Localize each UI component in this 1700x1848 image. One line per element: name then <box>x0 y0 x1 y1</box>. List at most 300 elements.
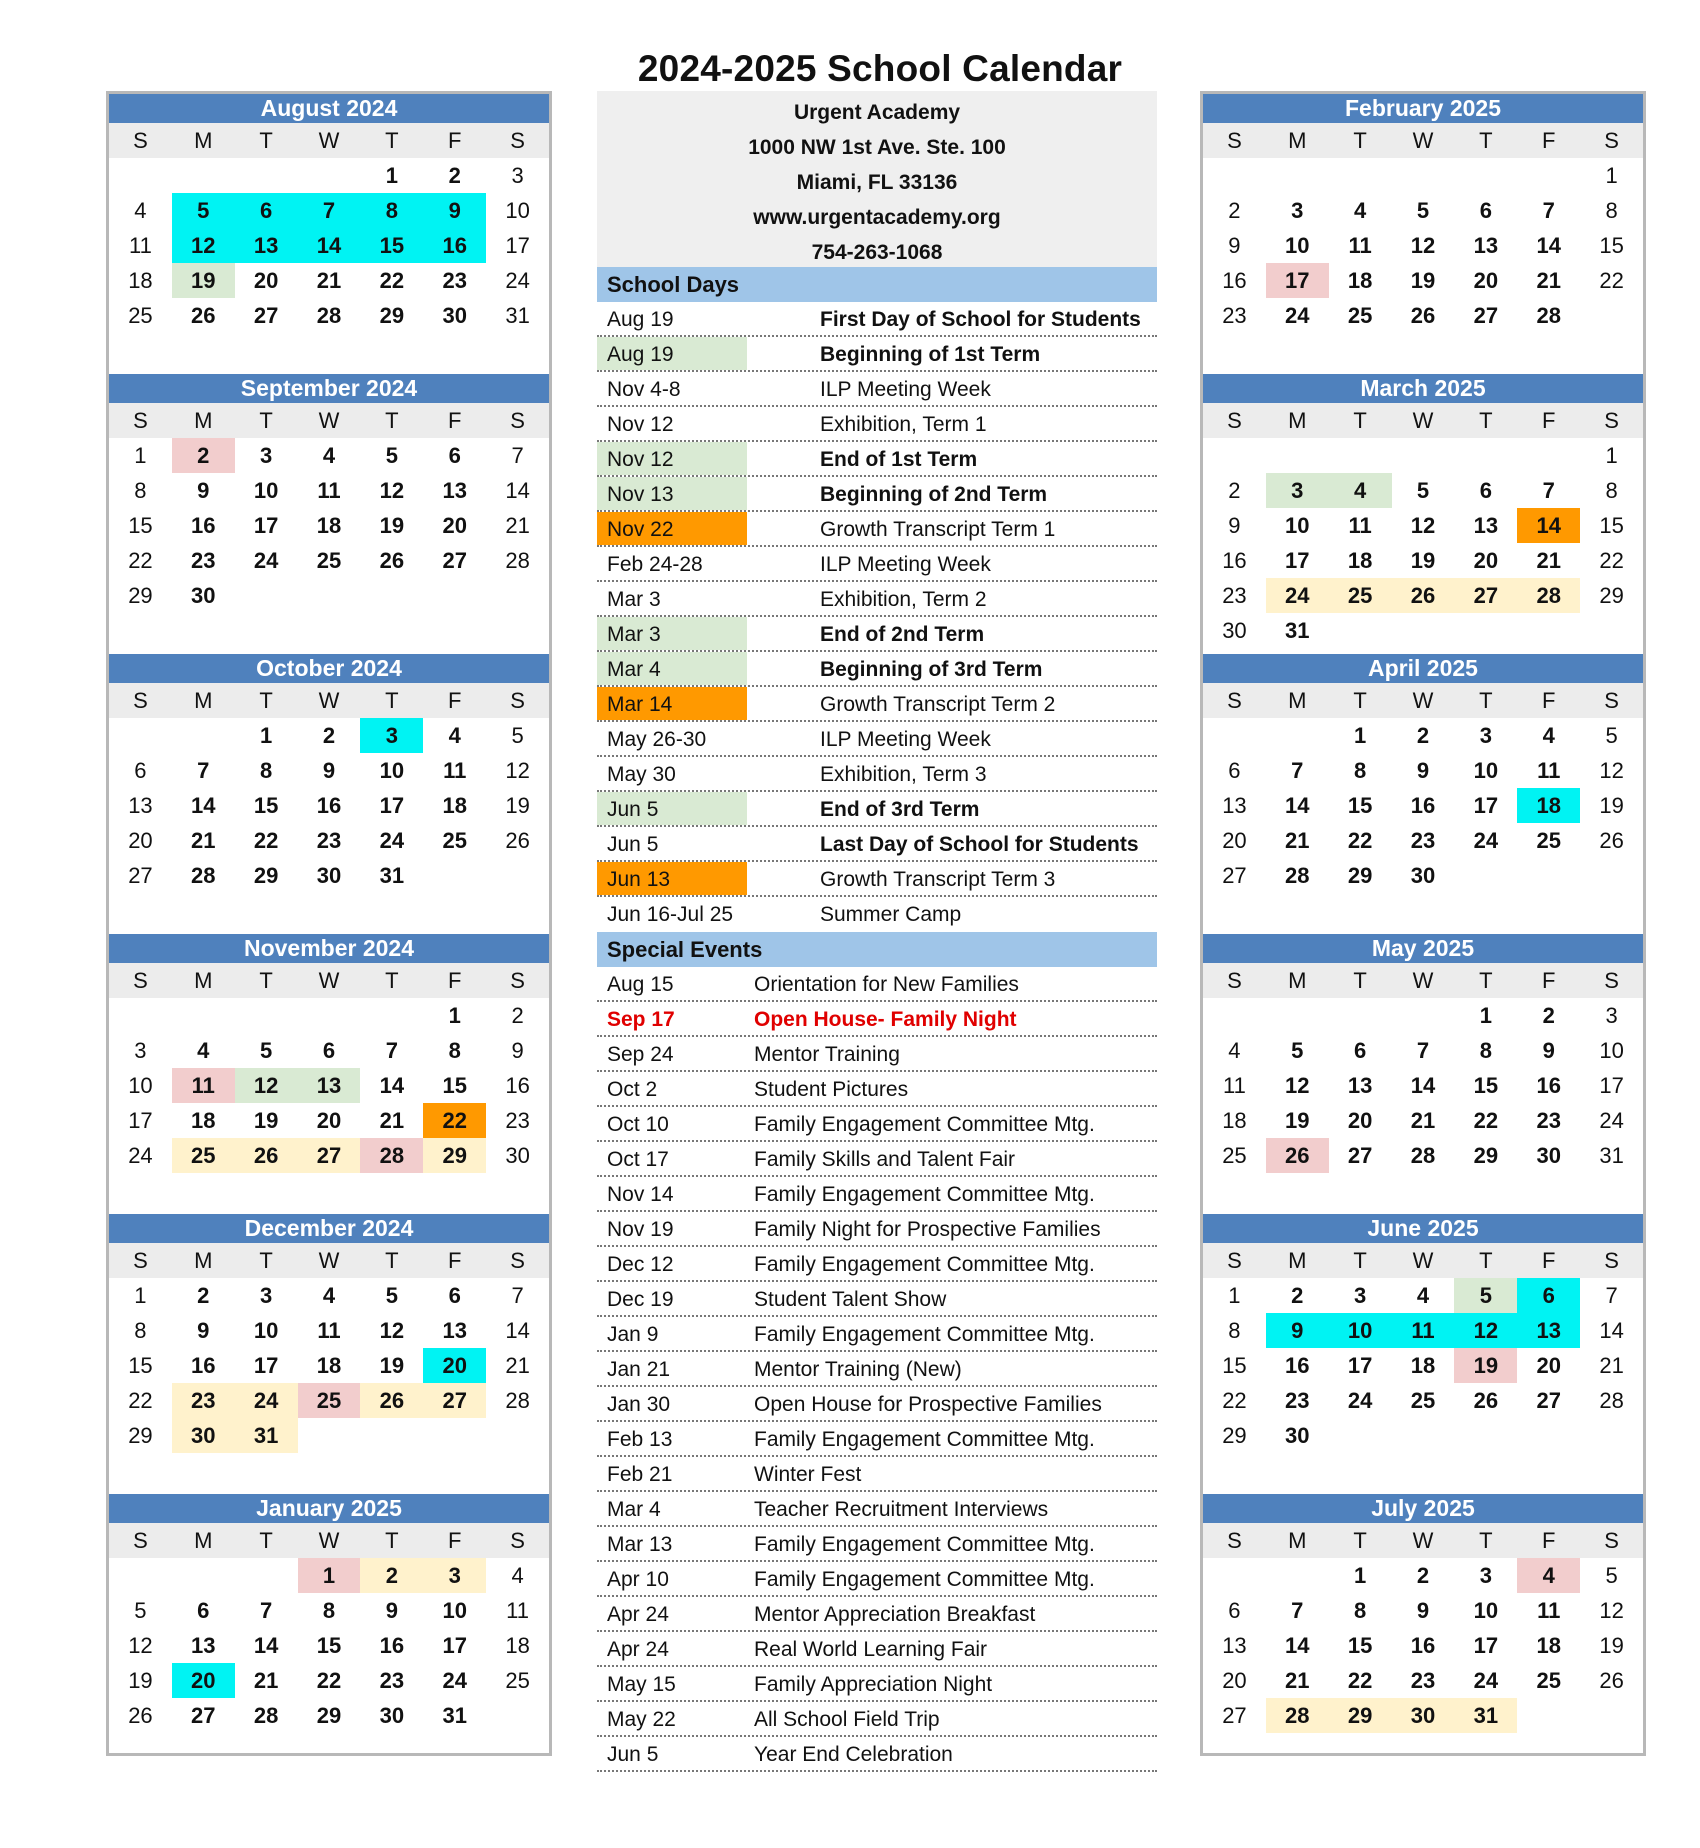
day-cell: 12 <box>1454 1313 1517 1348</box>
day-cell: 14 <box>1517 508 1580 543</box>
day-cell: 16 <box>1410 1633 1436 1658</box>
day-cell: 26 <box>1599 1668 1624 1693</box>
day-cell: 18 <box>316 1353 342 1378</box>
day-cell <box>1454 438 1517 473</box>
day-cell: 17 <box>1266 263 1329 298</box>
day-cell: 9 <box>1228 513 1241 538</box>
event-row <box>597 337 1157 372</box>
week-row <box>109 1663 549 1698</box>
weekday-label: T <box>259 688 273 713</box>
event-title: Exhibition, Term 3 <box>820 763 987 786</box>
week-row <box>109 1348 549 1383</box>
week-row <box>1203 1698 1643 1733</box>
day-cell: 30 <box>1285 1423 1310 1448</box>
month-header: June 2025 <box>1203 1214 1643 1243</box>
day-cell: 14 <box>253 1633 279 1658</box>
month-calendar <box>109 1494 549 1774</box>
day-cell: 24 <box>1599 1108 1624 1133</box>
day-cell: 10 <box>1473 1598 1499 1623</box>
event-title: Family Night for Prospective Families <box>754 1218 1101 1241</box>
weekday-label: T <box>385 1528 399 1553</box>
week-row <box>109 1383 549 1418</box>
weekday-label: W <box>1412 128 1434 153</box>
event-date: Mar 14 <box>597 687 747 720</box>
week-row <box>109 543 549 578</box>
day-cell: 9 <box>197 1318 210 1343</box>
event-title: Orientation for New Families <box>754 973 1019 996</box>
day-cell: 26 <box>379 548 405 573</box>
day-cell <box>1517 1418 1580 1453</box>
weekday-label: F <box>448 688 462 713</box>
day-cell: 8 <box>1354 758 1367 783</box>
event-date: Mar 3 <box>597 617 747 650</box>
day-cell: 16 <box>379 1633 405 1658</box>
event-title: Mentor Training <box>754 1043 900 1066</box>
week-row <box>109 158 549 193</box>
day-cell <box>1454 858 1517 893</box>
day-cell <box>423 1418 486 1453</box>
day-cell: 8 <box>260 758 273 783</box>
day-cell: 17 <box>379 793 405 818</box>
day-cell: 14 <box>1285 793 1310 818</box>
event-row <box>597 1597 1157 1632</box>
day-cell: 6 <box>448 443 461 468</box>
day-cell <box>109 158 172 193</box>
day-cell: 28 <box>360 1138 423 1173</box>
weekday-label: M <box>1288 688 1307 713</box>
event-row <box>597 617 1157 652</box>
day-cell: 14 <box>1536 233 1561 258</box>
day-cell: 2 <box>511 1003 524 1028</box>
week-row <box>1203 718 1643 753</box>
week-row <box>1203 613 1643 648</box>
day-cell: 18 <box>442 793 467 818</box>
day-cell: 12 <box>379 1318 405 1343</box>
day-cell <box>1266 1558 1329 1593</box>
day-cell: 29 <box>1329 1698 1392 1733</box>
day-cell: 14 <box>1410 1073 1436 1098</box>
day-cell: 9 <box>1542 1038 1555 1063</box>
week-row <box>109 998 549 1033</box>
day-cell: 2 <box>448 163 461 188</box>
week-row <box>1203 578 1643 613</box>
day-cell <box>1329 998 1392 1033</box>
weekday-label: T <box>1353 128 1367 153</box>
day-cell: 15 <box>1599 233 1624 258</box>
month-calendar <box>109 94 549 374</box>
event-date: Nov 14 <box>607 1183 674 1206</box>
event-row <box>597 512 1157 547</box>
weekday-label: T <box>1353 968 1367 993</box>
event-title: Open House for Prospective Families <box>754 1393 1102 1416</box>
day-cell: 25 <box>1347 303 1373 328</box>
day-cell: 5 <box>1454 1278 1517 1313</box>
day-cell: 5 <box>385 443 398 468</box>
day-cell: 27 <box>1222 1703 1247 1728</box>
weekday-label: S <box>1227 1528 1242 1553</box>
day-cell: 21 <box>379 1108 405 1133</box>
day-cell: 12 <box>172 228 235 263</box>
week-row <box>1203 1418 1643 1453</box>
day-cell: 27 <box>298 1138 361 1173</box>
week-row <box>109 1698 549 1733</box>
day-cell: 30 <box>1536 1143 1561 1168</box>
weekday-label: S <box>133 688 148 713</box>
day-cell: 29 <box>128 583 153 608</box>
day-cell <box>360 998 423 1033</box>
day-cell: 25 <box>1536 1668 1561 1693</box>
event-date: Nov 13 <box>597 477 747 510</box>
day-cell: 13 <box>1473 513 1499 538</box>
day-cell: 10 <box>1473 758 1499 783</box>
event-title: Summer Camp <box>820 903 962 926</box>
weekday-label: W <box>1412 688 1434 713</box>
event-title: Beginning of 1st Term <box>820 343 1041 366</box>
week-row <box>109 438 549 473</box>
day-cell: 6 <box>1228 758 1241 783</box>
event-row <box>597 1737 1157 1772</box>
day-cell: 31 <box>1599 1143 1624 1168</box>
day-cell: 5 <box>385 1283 398 1308</box>
event-title: Family Engagement Committee Mtg. <box>754 1568 1095 1591</box>
day-cell: 14 <box>298 228 361 263</box>
day-cell: 5 <box>134 1598 147 1623</box>
weekday-label: F <box>1542 128 1556 153</box>
weekday-label: S <box>1227 128 1242 153</box>
weekday-row <box>109 1523 549 1558</box>
day-cell: 2 <box>172 438 235 473</box>
month-header: April 2025 <box>1203 654 1643 683</box>
event-date: Apr 10 <box>607 1568 669 1591</box>
day-cell: 6 <box>197 1598 210 1623</box>
event-date: May 15 <box>607 1673 676 1696</box>
day-cell <box>235 998 298 1033</box>
day-cell: 10 <box>253 478 279 503</box>
event-row <box>597 792 1157 827</box>
weekday-label: M <box>194 968 213 993</box>
day-cell: 2 <box>1542 1003 1555 1028</box>
weekday-row <box>109 403 549 438</box>
day-cell: 25 <box>298 1383 361 1418</box>
day-cell: 17 <box>128 1108 153 1133</box>
day-cell: 12 <box>1599 758 1624 783</box>
week-row <box>109 228 549 263</box>
day-cell: 29 <box>1599 583 1624 608</box>
day-cell: 2 <box>1291 1283 1304 1308</box>
day-cell: 13 <box>1222 1633 1247 1658</box>
event-date: May 30 <box>607 763 676 786</box>
event-date: Dec 19 <box>607 1288 674 1311</box>
weekday-row <box>1203 123 1643 158</box>
day-cell: 10 <box>128 1073 153 1098</box>
day-cell: 3 <box>511 163 524 188</box>
weekday-label: W <box>1412 1248 1434 1273</box>
day-cell: 4 <box>1228 1038 1241 1063</box>
weekday-label: T <box>1479 1528 1493 1553</box>
day-cell: 11 <box>1348 513 1372 538</box>
day-cell: 17 <box>253 1353 279 1378</box>
day-cell: 9 <box>322 758 336 783</box>
day-cell <box>298 998 361 1033</box>
day-cell: 3 <box>1479 723 1492 748</box>
week-row <box>1203 158 1643 193</box>
day-cell: 6 <box>1228 1598 1241 1623</box>
day-cell: 16 <box>191 513 216 538</box>
day-cell: 10 <box>1285 513 1310 538</box>
day-cell <box>1203 158 1266 193</box>
day-cell: 14 <box>191 793 216 818</box>
day-cell: 2 <box>360 1558 423 1593</box>
week-row <box>109 718 549 753</box>
weekday-label: M <box>194 128 213 153</box>
day-cell: 30 <box>191 583 216 608</box>
day-cell: 16 <box>505 1073 530 1098</box>
day-cell: 15 <box>316 1633 342 1658</box>
event-row <box>597 1212 1157 1247</box>
day-cell: 10 <box>1599 1038 1624 1063</box>
day-cell: 31 <box>235 1418 298 1453</box>
page-title: 2024-2025 School Calendar <box>637 48 1123 89</box>
week-row <box>109 508 549 543</box>
day-cell <box>172 718 235 753</box>
week-row <box>1203 1278 1643 1313</box>
day-cell: 20 <box>1473 268 1499 293</box>
weekday-label: T <box>1353 688 1367 713</box>
school-phone: 754-263-1068 <box>811 241 943 264</box>
day-cell <box>1266 438 1329 473</box>
day-cell: 12 <box>1285 1073 1310 1098</box>
day-cell: 26 <box>235 1138 298 1173</box>
day-cell: 31 <box>505 303 530 328</box>
day-cell: 14 <box>505 1318 530 1343</box>
day-cell <box>486 1418 549 1453</box>
day-cell: 24 <box>1285 303 1310 328</box>
event-date: Nov 19 <box>607 1218 674 1241</box>
day-cell: 15 <box>1473 1073 1499 1098</box>
weekday-label: T <box>385 128 399 153</box>
day-cell: 3 <box>260 443 273 468</box>
day-cell: 30 <box>379 1703 405 1728</box>
day-cell: 8 <box>134 1318 147 1343</box>
right-month-column <box>1200 91 1646 1756</box>
day-cell: 16 <box>1536 1073 1561 1098</box>
day-cell: 5 <box>1605 723 1618 748</box>
day-cell: 16 <box>191 1353 216 1378</box>
weekday-label: T <box>259 408 273 433</box>
day-cell: 12 <box>235 1068 298 1103</box>
day-cell: 7 <box>197 758 210 783</box>
day-cell <box>423 578 486 613</box>
day-cell: 16 <box>1410 793 1436 818</box>
day-cell: 17 <box>505 233 530 258</box>
day-cell: 4 <box>1354 198 1367 223</box>
day-cell: 18 <box>505 1633 530 1658</box>
day-cell: 31 <box>379 863 405 888</box>
day-cell <box>423 858 486 893</box>
week-row <box>109 1313 549 1348</box>
event-date: Feb 24-28 <box>607 553 703 576</box>
weekday-label: S <box>1604 408 1619 433</box>
day-cell: 7 <box>511 443 524 468</box>
week-row <box>1203 473 1643 508</box>
day-cell: 12 <box>1410 233 1436 258</box>
day-cell: 6 <box>448 1283 461 1308</box>
event-date: Jun 5 <box>607 833 659 856</box>
day-cell: 13 <box>442 1318 467 1343</box>
day-cell: 15 <box>128 513 153 538</box>
weekday-label: S <box>1604 1528 1619 1553</box>
event-date: Aug 15 <box>607 973 674 996</box>
weekday-label: S <box>510 968 525 993</box>
day-cell: 21 <box>253 1668 279 1693</box>
day-cell: 14 <box>379 1073 405 1098</box>
day-cell: 20 <box>1222 828 1247 853</box>
day-cell: 6 <box>235 193 298 228</box>
day-cell: 22 <box>253 828 279 853</box>
event-title: Family Engagement Committee Mtg. <box>754 1113 1095 1136</box>
day-cell: 5 <box>1416 478 1430 503</box>
event-title: Teacher Recruitment Interviews <box>754 1498 1049 1521</box>
event-title: Year End Celebration <box>754 1743 953 1766</box>
event-title: Last Day of School for Students <box>820 833 1139 856</box>
event-title: Beginning of 2nd Term <box>820 483 1048 506</box>
day-cell: 19 <box>1410 548 1436 573</box>
event-row <box>597 547 1157 582</box>
week-row <box>109 823 549 858</box>
month-calendar <box>109 1214 549 1494</box>
day-cell: 23 <box>379 1668 405 1693</box>
day-cell: 28 <box>1517 578 1580 613</box>
school-days-heading: School Days <box>597 267 1157 302</box>
day-cell: 20 <box>1222 1668 1247 1693</box>
event-date: May 22 <box>607 1708 676 1731</box>
weekday-label: T <box>1479 688 1493 713</box>
day-cell: 27 <box>191 1703 216 1728</box>
weekday-label: S <box>133 1528 148 1553</box>
day-cell: 25 <box>128 303 153 328</box>
school-address: 1000 NW 1st Ave. Ste. 100 <box>748 136 1006 159</box>
day-cell <box>235 578 298 613</box>
day-cell <box>1203 1558 1266 1593</box>
school-website[interactable]: www.urgentacademy.org <box>753 206 1001 229</box>
day-cell: 15 <box>442 1073 467 1098</box>
month-header: September 2024 <box>109 374 549 403</box>
day-cell: 11 <box>1348 233 1372 258</box>
event-date: Feb 13 <box>607 1428 673 1451</box>
month-header: March 2025 <box>1203 374 1643 403</box>
day-cell: 23 <box>1536 1108 1561 1133</box>
event-title: ILP Meeting Week <box>820 728 991 751</box>
day-cell: 24 <box>442 1668 467 1693</box>
day-cell <box>1392 998 1455 1033</box>
weekday-label: S <box>133 128 148 153</box>
day-cell: 16 <box>1222 268 1247 293</box>
day-cell: 20 <box>442 513 467 538</box>
event-row <box>597 1282 1157 1317</box>
day-cell: 11 <box>506 1598 529 1623</box>
event-row <box>597 1422 1157 1457</box>
day-cell: 30 <box>172 1418 235 1453</box>
day-cell: 25 <box>505 1668 530 1693</box>
day-cell: 8 <box>360 193 423 228</box>
day-cell: 7 <box>1291 1598 1304 1623</box>
day-cell: 27 <box>1222 863 1247 888</box>
event-row <box>597 1352 1157 1387</box>
event-date: Jun 5 <box>597 792 747 825</box>
event-title: Open House- Family Night <box>754 1008 1017 1031</box>
month-calendar <box>1203 374 1643 654</box>
day-cell: 22 <box>128 1388 153 1413</box>
month-calendar <box>1203 654 1643 934</box>
day-cell: 3 <box>1605 1003 1618 1028</box>
day-cell: 30 <box>1222 618 1247 643</box>
day-cell: 26 <box>1599 828 1624 853</box>
day-cell: 13 <box>235 228 298 263</box>
day-cell <box>1454 613 1517 648</box>
left-month-column <box>106 91 552 1756</box>
week-row <box>1203 298 1643 333</box>
weekday-label: F <box>448 1528 462 1553</box>
day-cell: 19 <box>128 1668 153 1693</box>
day-cell: 16 <box>1222 548 1247 573</box>
weekday-label: S <box>133 408 148 433</box>
day-cell: 9 <box>423 193 486 228</box>
day-cell <box>172 158 235 193</box>
week-row <box>1203 1593 1643 1628</box>
week-row <box>1203 788 1643 823</box>
day-cell: 3 <box>360 718 423 753</box>
day-cell: 27 <box>253 303 279 328</box>
day-cell: 24 <box>1266 578 1329 613</box>
week-row <box>1203 1663 1643 1698</box>
event-title: Winter Fest <box>754 1463 862 1486</box>
day-cell: 30 <box>1392 1698 1455 1733</box>
day-cell: 25 <box>442 828 467 853</box>
day-cell: 8 <box>1605 198 1618 223</box>
event-title: Family Engagement Committee Mtg. <box>754 1253 1095 1276</box>
event-row <box>597 1072 1157 1107</box>
event-row <box>597 1562 1157 1597</box>
event-date: Jan 9 <box>607 1323 659 1346</box>
week-row <box>109 1593 549 1628</box>
day-cell: 27 <box>423 1383 486 1418</box>
day-cell: 25 <box>1536 828 1561 853</box>
day-cell <box>298 158 361 193</box>
day-cell: 2 <box>1416 1563 1430 1588</box>
day-cell: 20 <box>253 268 279 293</box>
weekday-label: T <box>385 688 399 713</box>
month-header: May 2025 <box>1203 934 1643 963</box>
day-cell: 18 <box>1410 1353 1436 1378</box>
event-date: May 26-30 <box>607 728 707 751</box>
weekday-row <box>109 963 549 998</box>
day-cell: 27 <box>442 548 467 573</box>
day-cell: 3 <box>1266 473 1329 508</box>
event-date: Apr 24 <box>607 1603 669 1626</box>
week-row <box>1203 1628 1643 1663</box>
day-cell: 4 <box>1329 473 1392 508</box>
day-cell: 26 <box>128 1703 153 1728</box>
day-cell: 6 <box>134 758 147 783</box>
weekday-label: T <box>259 1248 273 1273</box>
weekday-label: M <box>194 1248 213 1273</box>
day-cell: 8 <box>1354 1598 1367 1623</box>
event-title: ILP Meeting Week <box>820 378 991 401</box>
special-events-heading: Special Events <box>597 932 1157 967</box>
school-name: Urgent Academy <box>793 101 961 124</box>
day-cell: 21 <box>505 1353 530 1378</box>
week-row <box>109 473 549 508</box>
